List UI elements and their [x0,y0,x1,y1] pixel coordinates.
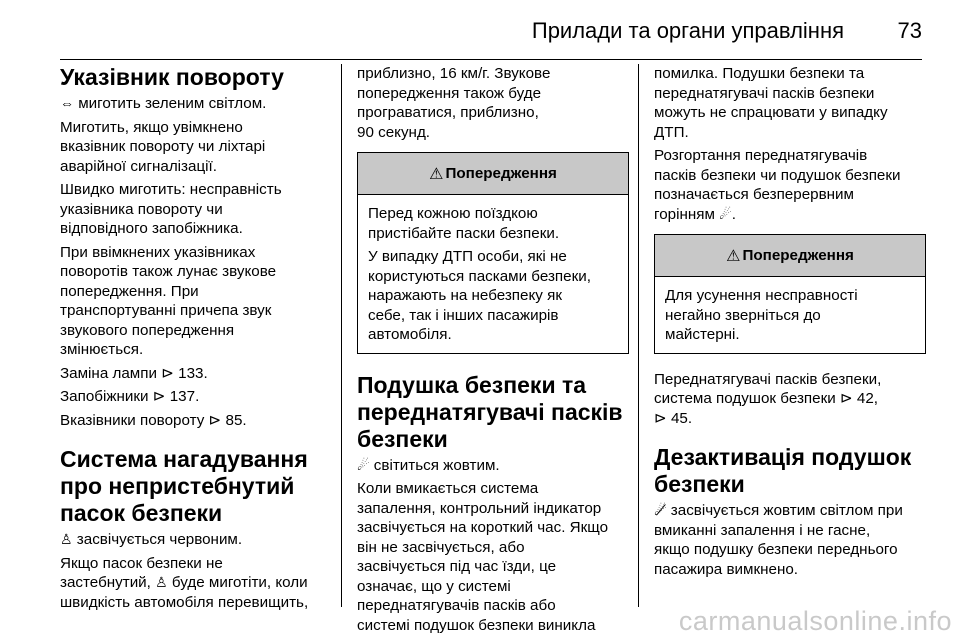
column-divider-1 [341,64,342,607]
paragraph: ☄̸ засвічується жовтим світлом при вмиканні запалення і не гасне, якщо подушку безпеки переднього пасажира вимкнено. [654,502,903,578]
paragraph: Якщо пасок безпеки не застебнутий, ♙ буде миготіти, коли швидкість автомобіля перевищить, [60,554,309,611]
section-heading-airbag: Подушка безпеки та переднатягувачі пасків безпеки [357,371,623,452]
column-1 [60,64,332,616]
paragraph: Розгортання переднатягувачів пасків безпеки чи подушок безпеки позначається безперервним горінням ☄. [654,147,901,223]
warning-box [654,234,926,354]
paragraph: ⇔ миготить зеленим світлом. [60,95,267,112]
warning-box [357,152,629,354]
section-heading-turn-signal: Указівник повороту [60,64,284,90]
section-heading-airbag-deactivation: Дезактивація подушок безпеки [654,444,912,497]
column-divider-2 [638,64,639,607]
turn-signal-arrows-icon: ⇔ [60,95,74,111]
paragraph: Швидко миготить: несправність указівника повороту чи відповідного запобіжника. [60,181,282,237]
ref-arrow-icon: ⊳ [208,411,222,429]
paragraph: ♙ засвічується червоним. [60,531,243,548]
paragraph: Коли вмикається система запалення, контрольний індикатор засвічується на короткий час. Якщо він не засвічується, або засвічується під час їзди, це означає, що у системі переднатягувачів пасків або системі подушок безпеки виникла [357,480,609,634]
watermark: carmanualsonline.info [678,606,952,636]
warning-header: ⚠ Попередження [655,235,925,277]
column-2 [357,64,629,639]
airbag-icon: ☄ [719,205,732,222]
seatbelt-icon: ♙ [60,531,73,547]
page-reference: Вказівники повороту ⊳ 85. [60,411,247,429]
ref-arrow-icon: ⊳ [654,409,667,427]
warning-triangle-icon: ⚠ [726,247,741,265]
page-header [0,0,960,60]
warning-body [655,277,925,353]
paragraph: Перед кожною поїздкою пристібайте паски безпеки. [368,205,560,242]
page-reference: Переднатягувачі пасків безпеки, система подушок безпеки ⊳ 42, ⊳ 45. [654,370,882,427]
page-number: 73 [897,18,922,43]
paragraph: ☄ світиться жовтим. [357,456,500,474]
seatbelt-icon: ♙ [155,574,168,590]
page-title: Прилади та органи управління [531,18,844,43]
ref-arrow-icon: ⊳ [839,390,853,407]
header-divider [60,59,922,60]
paragraph: У випадку ДТП особи, які не користуються пасками безпеки, наражають на небезпеку як себе, так і інших пасажирів автомобіля. [368,248,591,343]
paragraph: Для усунення несправності негайно зверніться до майстерні. [665,287,858,343]
ref-arrow-icon: ⊳ [161,364,174,382]
warning-body [358,195,628,353]
airbag-off-icon: ☄̸ [654,502,667,518]
paragraph: Миготить, якщо увімкнено вказівник повороту чи ліхтарі аварійної сигналізації. [60,118,266,175]
page-reference: Заміна лампи ⊳ 133. [60,364,208,382]
warning-header: ⚠ Попередження [358,153,628,195]
paragraph: приблизно, 16 км/г. Звукове попередження також буде програватися, приблизно, 90 секунд. [357,65,551,141]
section-heading-seatbelt-reminder: Система нагадування про непристебнутий пасок безпеки [60,446,308,526]
airbag-icon: ☄ [357,456,370,473]
paragraph: помилка. Подушки безпеки та переднатягувачі пасків безпеки можуть не спрацювати у випадку ДТП. [654,65,888,141]
column-3 [654,64,926,583]
page-reference: Запобіжники ⊳ 137. [60,388,200,405]
paragraph: При ввімкнених указівниках поворотів також лунає звукове попередження. При транспортуванні причепа звук звукового попередження змінюється. [60,243,277,358]
ref-arrow-icon: ⊳ [152,388,166,405]
warning-triangle-icon: ⚠ [429,165,444,183]
